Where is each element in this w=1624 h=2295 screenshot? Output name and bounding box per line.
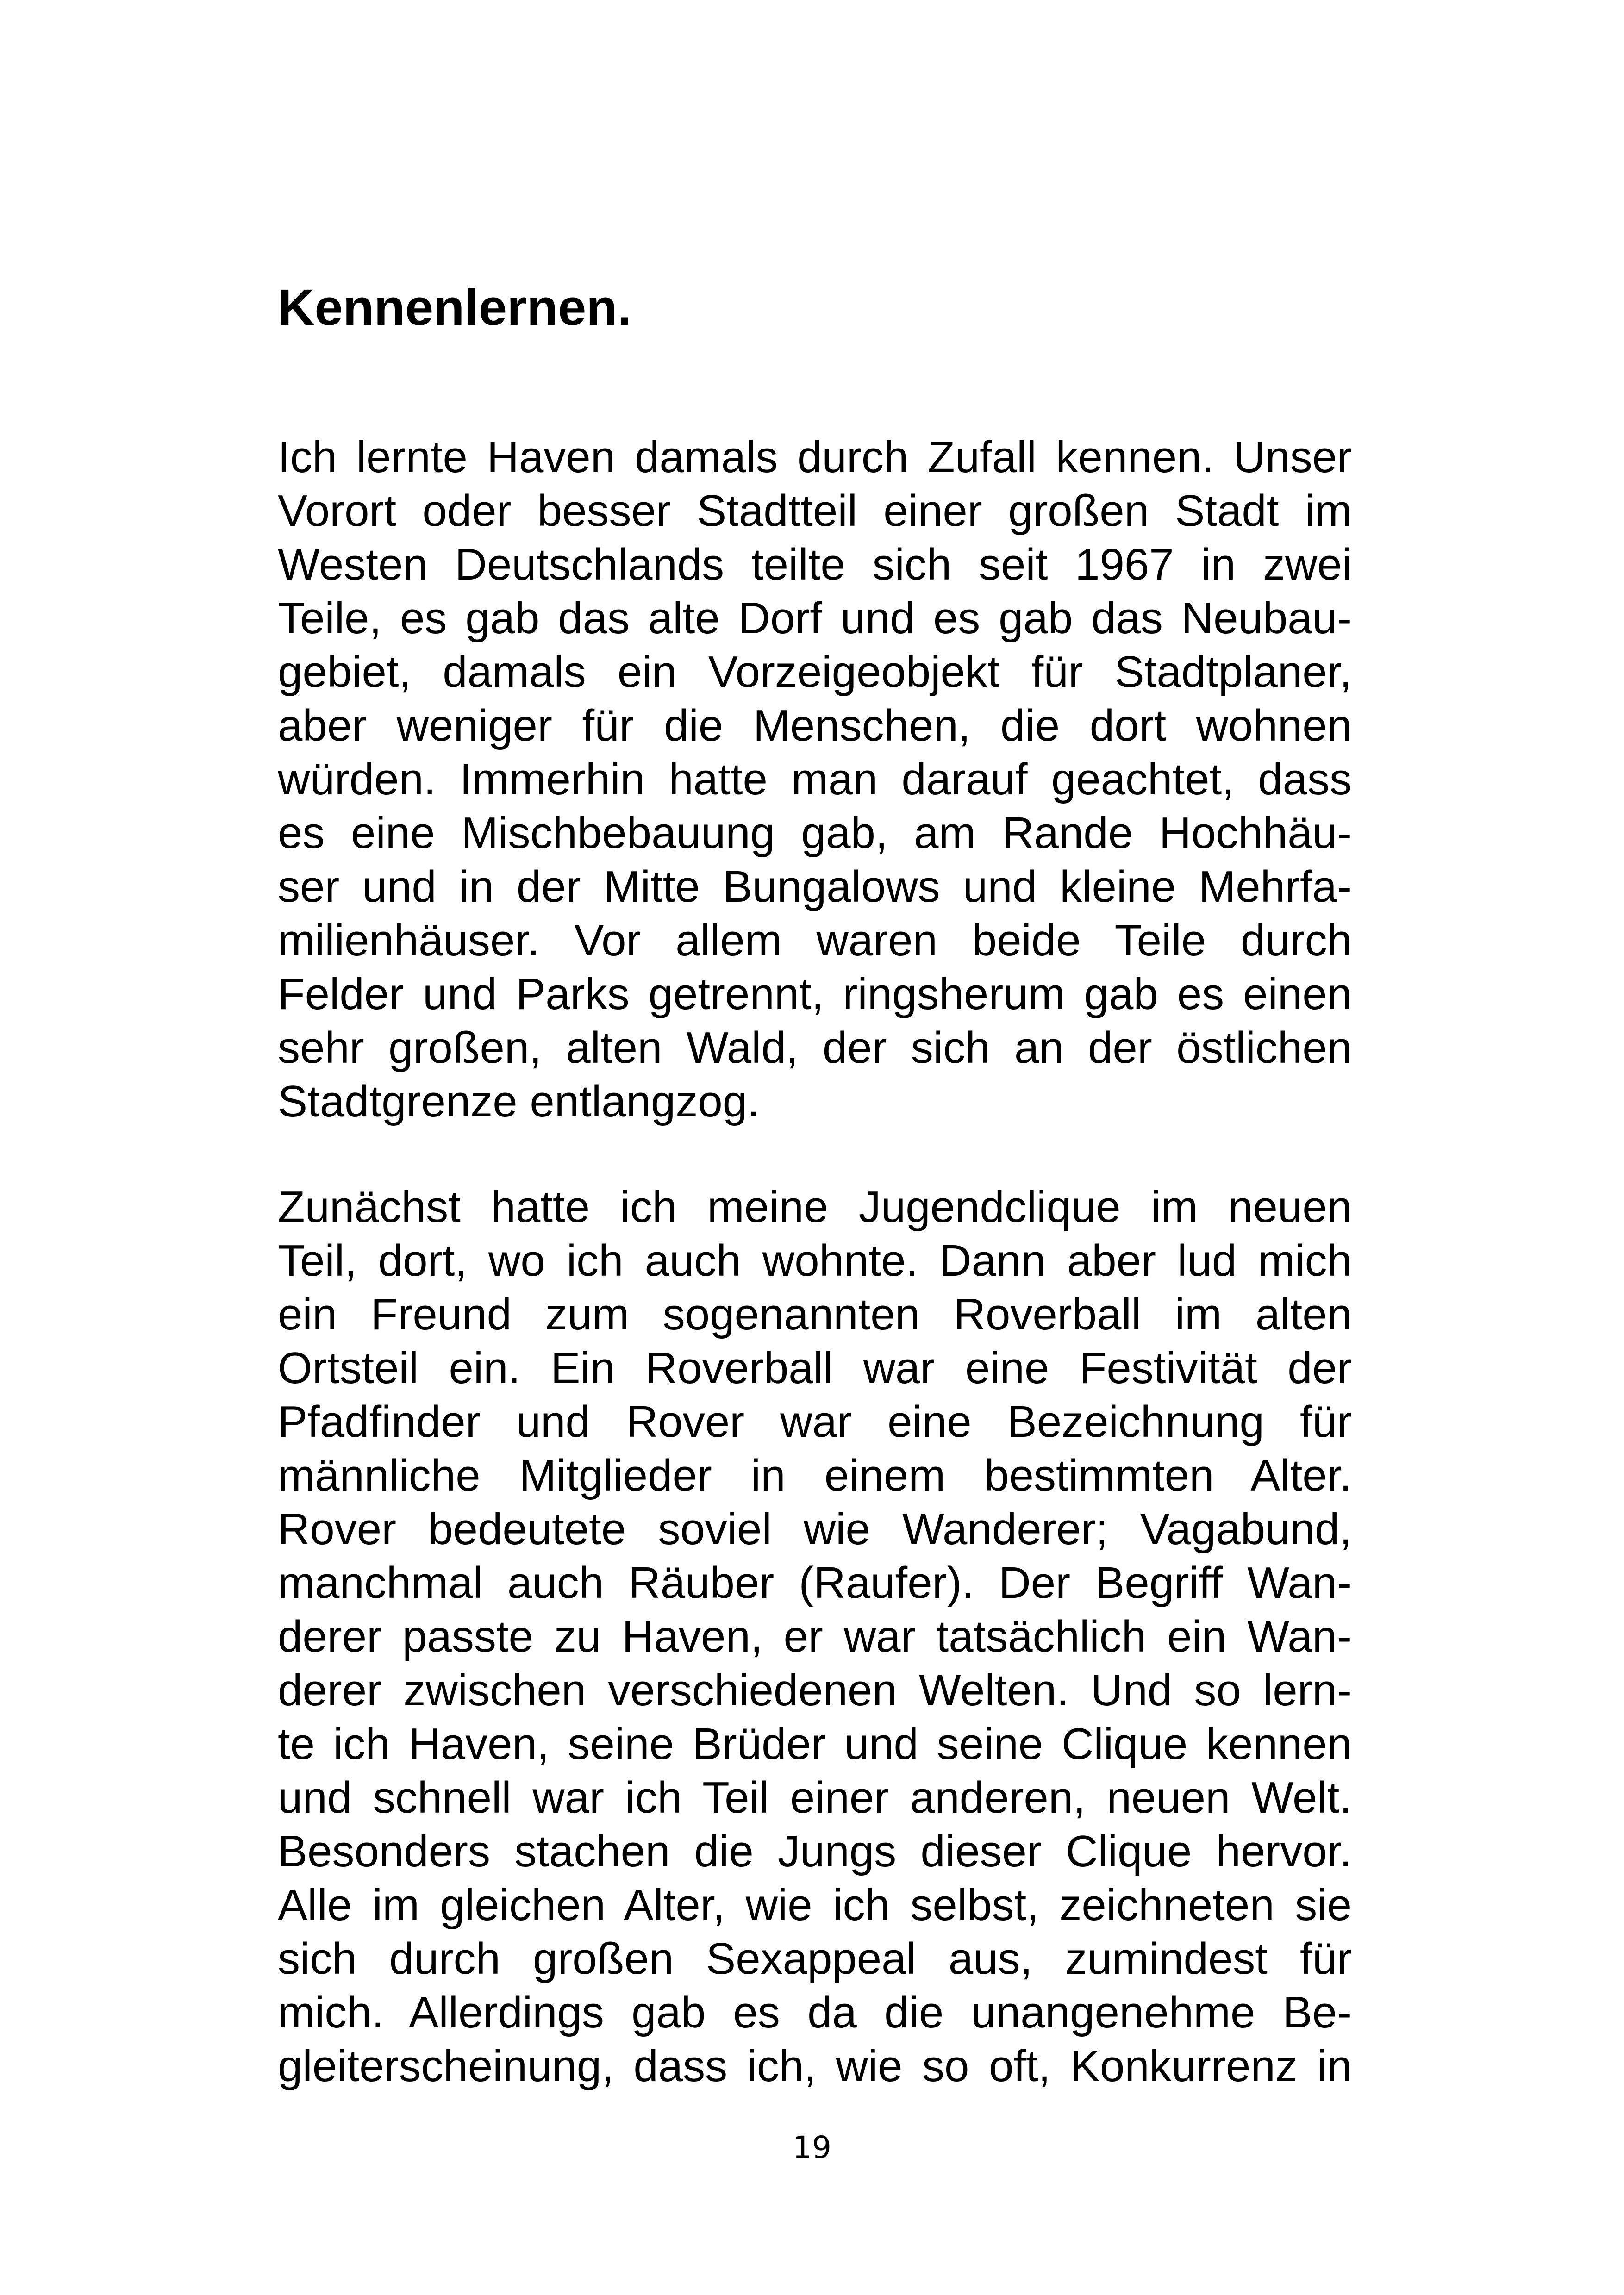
text-line: derer zwischen verschiedenen Welten. Und so lern- [278,1665,1352,1715]
text-line: sich durch großen Sexappeal aus, zumindest für [278,1934,1352,1983]
body-paragraph [278,1180,1352,2093]
page-content [278,278,1352,2093]
text-line: Felder und Parks getrennt, ringsherum gab es einen [278,969,1352,1019]
text-line: ser und in der Mitte Bungalows und kleine Mehrfa- [278,862,1352,911]
text-line: Vorort oder besser Stadtteil einer großen Stadt im [278,486,1352,536]
text-line: Zunächst hatte ich meine Jugendclique im neuen [278,1182,1352,1232]
text-line: Teil, dort, wo ich auch wohnte. Dann aber lud mich [278,1236,1352,1285]
text-line: Rover bedeutete soviel wie Wanderer; Vagabund, [278,1504,1352,1554]
text-line: Westen Deutschlands teilte sich seit 1967 in zwei [278,540,1352,589]
text-line: Pfadfinder und Rover war eine Bezeichnung für [278,1397,1352,1447]
text-line: gleiterscheinung, dass ich, wie so oft, Konkurrenz in [278,2041,1352,2091]
text-line: Ich lernte Haven damals durch Zufall kennen. Unser [278,432,1352,482]
body-paragraph [278,430,1352,1129]
page-number: 19 [793,2130,831,2165]
text-line: manchmal auch Räuber (Raufer). Der Begriff Wan- [278,1558,1352,1608]
chapter-title: Kennenlernen. [278,279,632,336]
text-line: aber weniger für die Menschen, die dort wohnen [278,701,1352,750]
text-line: männliche Mitglieder in einem bestimmten Alter. [278,1451,1352,1500]
text-line: würden. Immerhin hatte man darauf geachtet, dass [278,755,1352,804]
text-line: ein Freund zum sogenannten Roverball im alten [278,1290,1352,1339]
text-line: milienhäuser. Vor allem waren beide Teile durch [278,916,1352,965]
text-line: und schnell war ich Teil einer anderen, neuen Welt. [278,1773,1352,1822]
text-line: derer passte zu Haven, er war tatsächlich ein Wan- [278,1612,1352,1661]
text-line: mich. Allerdings gab es da die unangenehme Be- [278,1988,1352,2037]
text-line: es eine Mischbebauung gab, am Rande Hochhäu- [278,808,1352,858]
text-line: Ortsteil ein. Ein Roverball war eine Festivität der [278,1343,1352,1393]
text-line: te ich Haven, seine Brüder und seine Clique kennen [278,1719,1352,1769]
text-line: Besonders stachen die Jungs dieser Clique hervor. [278,1827,1352,1876]
text-line: Teile, es gab das alte Dorf und es gab das Neubau- [278,593,1352,643]
text-line: sehr großen, alten Wald, der sich an der östlichen [278,1023,1352,1073]
text-line: Alle im gleichen Alter, wie ich selbst, zeichneten sie [278,1880,1352,1930]
text-line: Stadtgrenze entlangzog. [278,1077,760,1126]
text-line: gebiet, damals ein Vorzeigeobjekt für Stadtplaner, [278,647,1352,697]
